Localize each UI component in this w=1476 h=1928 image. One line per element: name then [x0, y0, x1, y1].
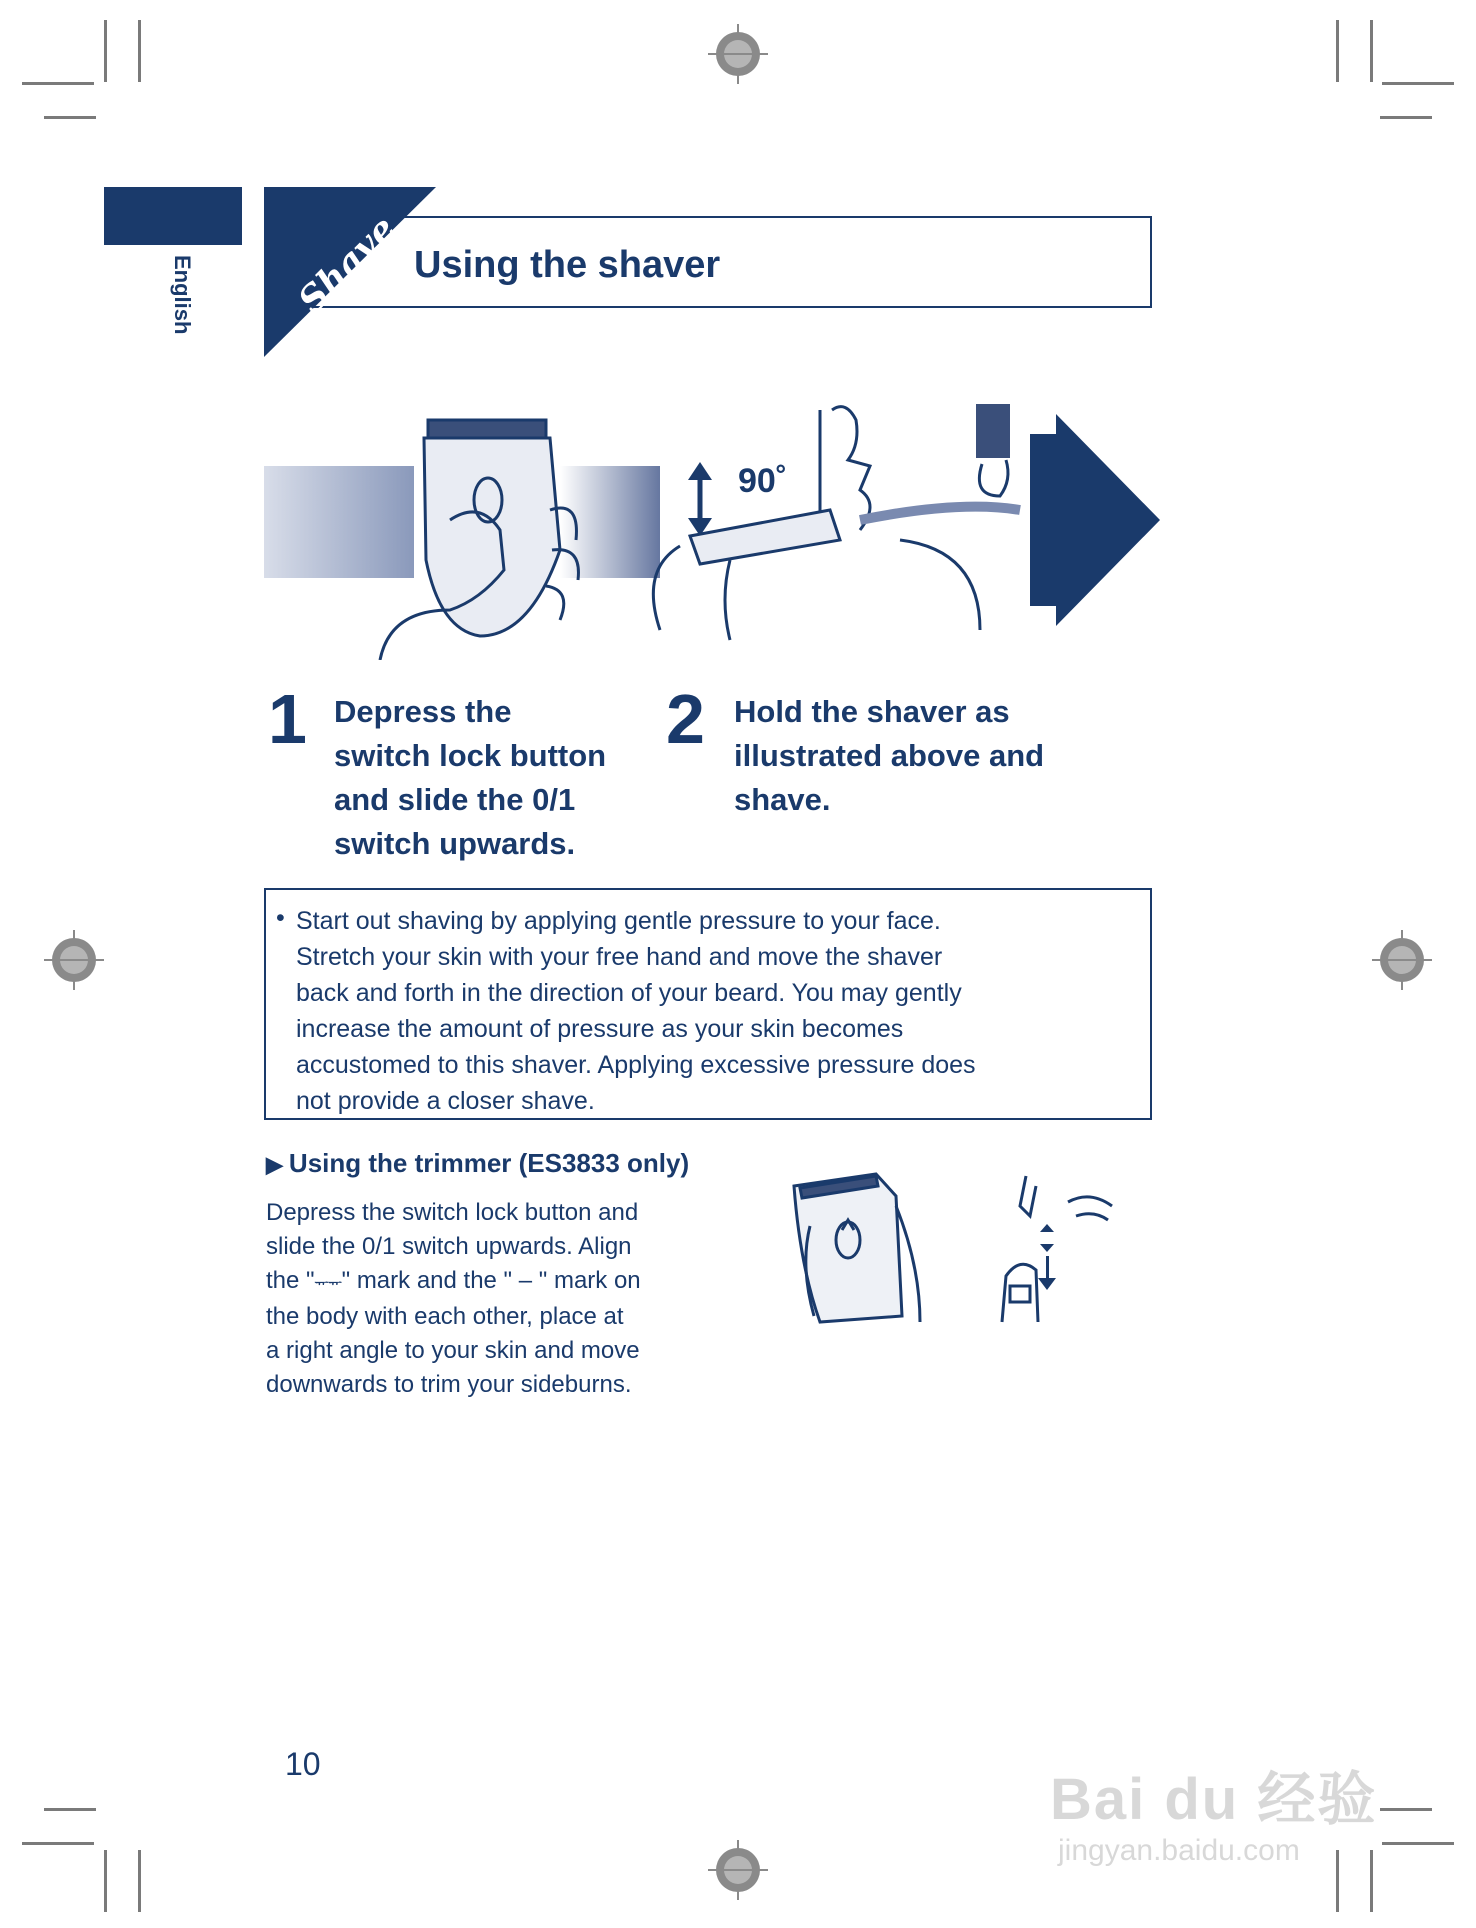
- trimmer-line: [266, 1264, 726, 1300]
- page-title: Using the shaver: [414, 244, 721, 286]
- bullet: •: [276, 904, 285, 932]
- note-line: Stretch your skin with your free hand and move the shaver: [296, 943, 943, 971]
- step-line: Depress the: [334, 694, 512, 729]
- crop-mark: [1370, 20, 1373, 82]
- crop-mark: [104, 20, 107, 82]
- crop-mark: [104, 1850, 107, 1912]
- trimmer-line: a right angle to your skin and move: [266, 1337, 640, 1364]
- step-line: switch upwards.: [334, 826, 576, 861]
- trimmer-heading: [266, 1148, 689, 1179]
- step-description: [734, 690, 1044, 822]
- play-arrow-icon: ▶: [266, 1152, 283, 1177]
- crop-mark: [1380, 116, 1432, 119]
- crop-mark: [22, 1842, 94, 1845]
- trimmer-text-fragment: the ": [266, 1267, 315, 1294]
- note-text: [296, 903, 1136, 1119]
- registration-mark: [716, 32, 760, 76]
- note-line: Start out shaving by applying gentle pressure to your face.: [296, 907, 941, 935]
- arrow-right-icon: [1030, 414, 1160, 626]
- crop-mark: [44, 1808, 96, 1811]
- watermark-logo: Bai du 经验: [1050, 1767, 1378, 1832]
- note-line: accustomed to this shaver. Applying excessive pressure does: [296, 1051, 976, 1079]
- crop-mark: [138, 1850, 141, 1912]
- step-description: [334, 690, 606, 866]
- crop-mark: [1382, 1842, 1454, 1845]
- step-number: 2: [666, 680, 705, 758]
- trimmer-line: downwards to trim your sideburns.: [266, 1371, 632, 1398]
- step-line: switch lock button: [334, 738, 607, 773]
- note-line: back and forth in the direction of your beard. You may gently: [296, 979, 962, 1007]
- note-line: not provide a closer shave.: [296, 1087, 595, 1115]
- angle-label: 90˚: [738, 462, 788, 500]
- registration-mark: [716, 1848, 760, 1892]
- trimmer-sideburn-drawing: [980, 1166, 1130, 1326]
- trimmer-mark-symbol: ᅲᅲ: [314, 1275, 342, 1291]
- crop-mark: [44, 116, 96, 119]
- watermark-url: jingyan.baidu.com: [1058, 1834, 1300, 1867]
- trimmer-line: Depress the switch lock button and: [266, 1199, 639, 1226]
- registration-mark: [52, 938, 96, 982]
- step-line: Hold the shaver as: [734, 694, 1010, 729]
- shaving-illustration: [260, 400, 1160, 660]
- language-label: English: [170, 255, 195, 335]
- angle-indicator: [688, 462, 712, 536]
- crop-mark: [22, 82, 94, 85]
- step-number: 1: [268, 680, 307, 758]
- crop-mark: [1380, 1808, 1432, 1811]
- crop-mark: [1370, 1850, 1373, 1912]
- trimmer-line: the body with each other, place at: [266, 1303, 624, 1330]
- step-line: shave.: [734, 782, 831, 817]
- crop-mark: [138, 20, 141, 82]
- registration-mark: [1380, 938, 1424, 982]
- trimmer-shaver-drawing: [780, 1166, 940, 1326]
- step-line: illustrated above and: [734, 738, 1045, 773]
- trimmer-heading-text: Using the trimmer (ES3833 only): [288, 1148, 690, 1178]
- note-line: increase the amount of pressure as your skin becomes: [296, 1015, 904, 1043]
- language-tab: [104, 187, 242, 245]
- trimmer-instructions: [266, 1196, 726, 1402]
- page-number: 10: [285, 1746, 321, 1782]
- crop-mark: [1382, 82, 1454, 85]
- crop-mark: [1336, 1850, 1339, 1912]
- step-line: and slide the 0/1: [334, 782, 576, 817]
- trimmer-text-fragment: " mark and the " – " mark on: [341, 1267, 641, 1294]
- crop-mark: [1336, 20, 1339, 82]
- section-tag: Shave: [290, 207, 405, 322]
- trimmer-line: slide the 0/1 switch upwards. Align: [266, 1233, 632, 1260]
